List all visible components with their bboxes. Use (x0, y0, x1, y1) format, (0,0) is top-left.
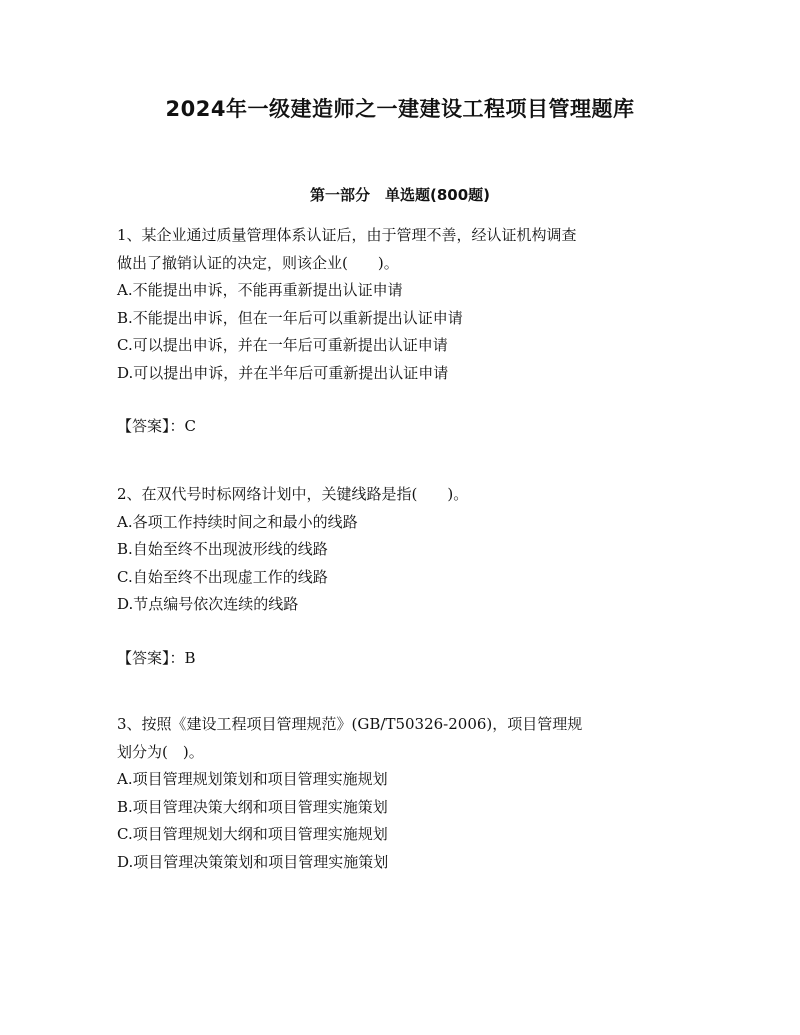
option-a: A.各项工作持续时间之和最小的线路 (117, 512, 358, 531)
answer-value: B (184, 649, 196, 667)
question-stem: 1、某企业通过质量管理体系认证后，由于管理不善，经认证机构调查 (117, 226, 577, 244)
answer-label: 【答案】 (117, 649, 170, 667)
option-a: A.项目管理规划策划和项目管理实施规划 (117, 770, 388, 788)
question-stem-continued: 划分为( )。 (117, 742, 204, 761)
answer-value: C (184, 417, 197, 435)
question-stem-continued: 做出了撤销认证的决定，则该企业( )。 (117, 253, 399, 272)
answer-separator: ： (169, 649, 185, 667)
question-stem: 2、在双代号时标网络计划中，关键线路是指( )。 (117, 485, 469, 503)
option-c: C.自始至终不出现虚工作的线路 (117, 567, 328, 586)
question-stem: 3、按照《建设工程项目管理规范》(GB/T50326-2006)，项目管理规 (117, 715, 583, 733)
option-b: B.自始至终不出现波形线的线路 (117, 540, 328, 558)
question-1 (117, 222, 687, 387)
question-2 (117, 481, 687, 619)
section-title: 第一部分 单选题(800题) (309, 186, 491, 204)
option-d: D.可以提出申诉，并在半年后可重新提出认证申请 (117, 363, 449, 382)
option-c: C.可以提出申诉，并在一年后可重新提出认证申请 (117, 336, 448, 354)
option-b: B.不能提出申诉，但在一年后可以重新提出认证申请 (117, 308, 463, 327)
option-d: D.项目管理决策策划和项目管理实施策划 (117, 852, 389, 871)
question-3 (117, 711, 687, 876)
option-d: D.节点编号依次连续的线路 (117, 595, 299, 613)
answer-2 (117, 645, 196, 672)
option-b: B.项目管理决策大纲和项目管理实施策划 (117, 797, 388, 816)
answer-separator: ： (169, 417, 185, 435)
option-a: A.不能提出申诉，不能再重新提出认证申请 (117, 281, 403, 299)
answer-label: 【答案】 (117, 417, 170, 435)
answer-1 (117, 413, 196, 440)
option-c: C.项目管理规划大纲和项目管理实施规划 (117, 825, 388, 843)
document-title: 2024年一级建造师之一建建设工程项目管理题库 (165, 97, 635, 121)
